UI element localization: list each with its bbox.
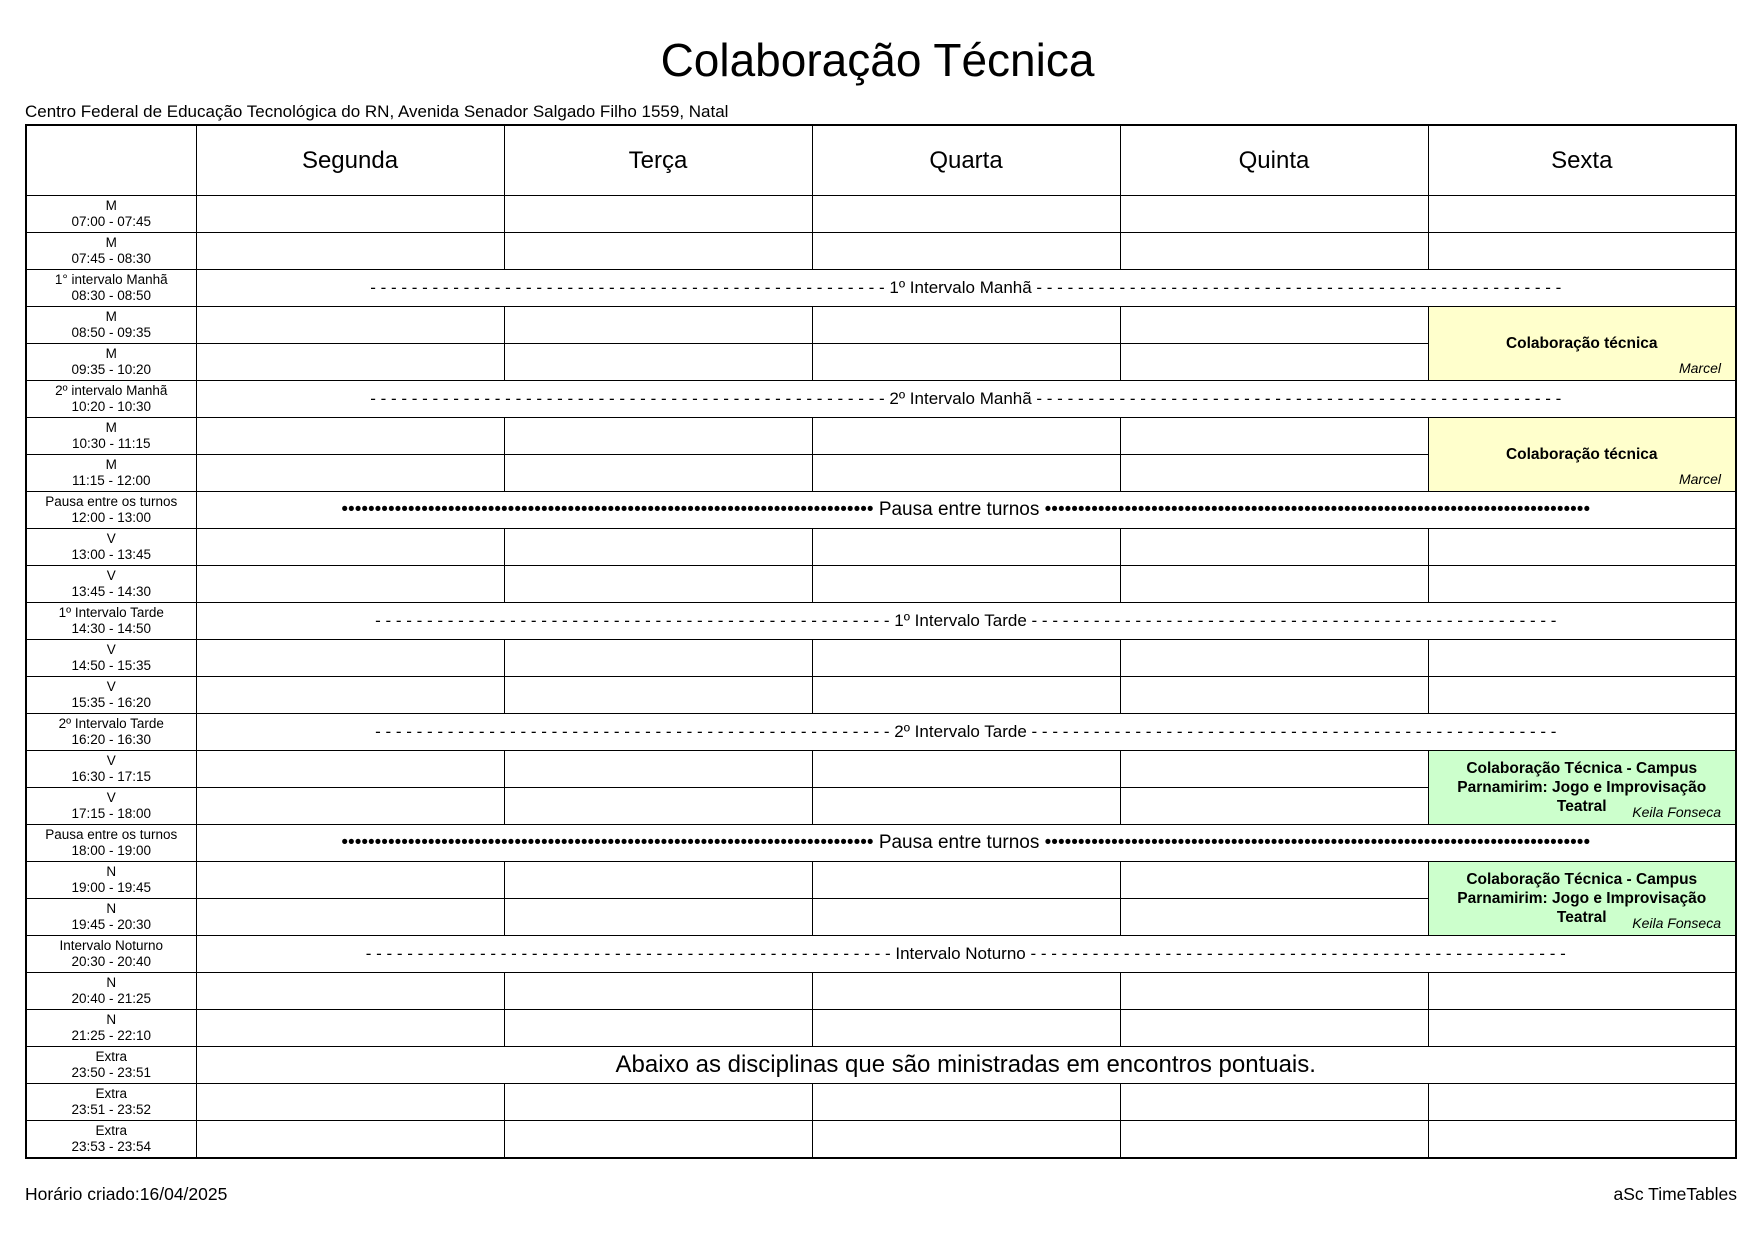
lesson-card[interactable] <box>1428 862 1736 936</box>
empty-slot <box>504 455 812 492</box>
empty-slot <box>1120 899 1428 936</box>
table-row <box>26 1084 1736 1121</box>
empty-slot <box>1120 529 1428 566</box>
table-row <box>26 973 1736 1010</box>
empty-slot <box>196 529 504 566</box>
day-header-sexta: Sexta <box>1428 125 1736 196</box>
lesson-teacher: Marcel <box>1678 360 1721 376</box>
period-label: Extra 23:53 - 23:54 <box>26 1121 196 1158</box>
period-label: N 21:25 - 22:10 <box>26 1010 196 1047</box>
empty-slot <box>1428 1010 1736 1047</box>
period-label: N 19:00 - 19:45 <box>26 862 196 899</box>
day-header-terca: Terça <box>504 125 812 196</box>
empty-slot <box>1120 973 1428 1010</box>
empty-slot <box>1428 566 1736 603</box>
empty-slot <box>1120 344 1428 381</box>
empty-slot <box>812 1010 1120 1047</box>
period-label: Intervalo Noturno 20:30 - 20:40 <box>26 936 196 973</box>
empty-slot <box>504 1010 812 1047</box>
empty-slot <box>812 1121 1120 1158</box>
empty-slot <box>196 233 504 270</box>
period-label: M 07:45 - 08:30 <box>26 233 196 270</box>
empty-slot <box>812 307 1120 344</box>
table-row <box>26 936 1736 973</box>
period-label: V 16:30 - 17:15 <box>26 751 196 788</box>
period-label: N 20:40 - 21:25 <box>26 973 196 1010</box>
empty-slot <box>504 233 812 270</box>
empty-slot <box>812 455 1120 492</box>
empty-slot <box>1120 418 1428 455</box>
empty-slot <box>1428 677 1736 714</box>
empty-slot <box>504 788 812 825</box>
period-label: V 17:15 - 18:00 <box>26 788 196 825</box>
empty-slot <box>1120 196 1428 233</box>
empty-slot <box>812 751 1120 788</box>
empty-slot <box>812 899 1120 936</box>
period-label: M 09:35 - 10:20 <box>26 344 196 381</box>
empty-slot <box>196 344 504 381</box>
period-label: Pausa entre os turnos 18:00 - 19:00 <box>26 825 196 862</box>
empty-slot <box>504 418 812 455</box>
empty-slot <box>1120 751 1428 788</box>
empty-slot <box>1120 566 1428 603</box>
period-label: V 14:50 - 15:35 <box>26 640 196 677</box>
school-address: Centro Federal de Educação Tecnológica do RN, Avenida Senador Salgado Filho 1559, Natal <box>25 102 729 121</box>
period-label: Pausa entre os turnos 12:00 - 13:00 <box>26 492 196 529</box>
table-row <box>26 1010 1736 1047</box>
empty-slot <box>196 751 504 788</box>
table-row <box>26 196 1736 233</box>
table-row <box>26 862 1736 899</box>
table-row <box>26 1121 1736 1158</box>
table-row <box>26 307 1736 344</box>
empty-slot <box>504 751 812 788</box>
empty-slot <box>1120 677 1428 714</box>
empty-slot <box>1120 1010 1428 1047</box>
empty-slot <box>196 307 504 344</box>
empty-slot <box>196 455 504 492</box>
lesson-card[interactable] <box>1428 307 1736 381</box>
empty-slot <box>1428 529 1736 566</box>
empty-slot <box>504 677 812 714</box>
empty-slot <box>504 899 812 936</box>
day-header-quinta: Quinta <box>1120 125 1428 196</box>
break-banner: - - - - - - - - - - - - - - - - - - - - - - - - - - - - - - - - - - - - - - - - - - - - - - - - - - 1º Intervalo Tarde - - - - - - - - - - - - - - - - - - - - - - - - - - - - - - - - - - - - - - - - - - - - - - - - - - - <box>196 603 1736 640</box>
period-label: M 10:30 - 11:15 <box>26 418 196 455</box>
table-row <box>26 270 1736 307</box>
table-row <box>26 566 1736 603</box>
period-label: M 08:50 - 09:35 <box>26 307 196 344</box>
period-label: 2º intervalo Manhã 10:20 - 10:30 <box>26 381 196 418</box>
empty-slot <box>1428 1121 1736 1158</box>
empty-slot <box>196 1121 504 1158</box>
lesson-subject: Colaboração Técnica - Campus Parnamirim: Jogo e Improvisação Teatral <box>1457 760 1707 815</box>
period-label: M 11:15 - 12:00 <box>26 455 196 492</box>
lesson-teacher: Keila Fonseca <box>1632 804 1721 820</box>
table-row <box>26 492 1736 529</box>
empty-slot <box>1428 1084 1736 1121</box>
table-row <box>26 381 1736 418</box>
lesson-subject: Colaboração técnica <box>1505 335 1658 352</box>
extra-note: Abaixo as disciplinas que são ministradas em encontros pontuais. <box>196 1047 1736 1084</box>
empty-slot <box>812 788 1120 825</box>
table-row <box>26 233 1736 270</box>
empty-slot <box>1428 640 1736 677</box>
lesson-teacher: Marcel <box>1678 471 1721 487</box>
period-label: N 19:45 - 20:30 <box>26 899 196 936</box>
empty-slot <box>504 1121 812 1158</box>
table-row <box>26 529 1736 566</box>
timetable <box>25 124 1737 1159</box>
lesson-card[interactable] <box>1428 418 1736 492</box>
corner-cell <box>26 125 196 196</box>
empty-slot <box>504 196 812 233</box>
empty-slot <box>812 973 1120 1010</box>
table-row <box>26 714 1736 751</box>
empty-slot <box>812 344 1120 381</box>
empty-slot <box>812 1084 1120 1121</box>
empty-slot <box>196 862 504 899</box>
empty-slot <box>812 529 1120 566</box>
empty-slot <box>1428 973 1736 1010</box>
empty-slot <box>196 973 504 1010</box>
empty-slot <box>1120 640 1428 677</box>
table-row <box>26 1047 1736 1084</box>
empty-slot <box>1120 1084 1428 1121</box>
empty-slot <box>196 640 504 677</box>
empty-slot <box>196 418 504 455</box>
table-row <box>26 751 1736 788</box>
empty-slot <box>504 529 812 566</box>
empty-slot <box>1120 1121 1428 1158</box>
day-header-segunda: Segunda <box>196 125 504 196</box>
table-row <box>26 418 1736 455</box>
lesson-subject: Colaboração técnica <box>1505 446 1658 463</box>
break-banner: - - - - - - - - - - - - - - - - - - - - - - - - - - - - - - - - - - - - - - - - - - - - - - - - - - - Intervalo Noturno - - - - - - - - - - - - - - - - - - - - - - - - - - - - - - - - - - - - - - - - - - - - - - - - - - - - <box>196 936 1736 973</box>
period-label: Extra 23:50 - 23:51 <box>26 1047 196 1084</box>
empty-slot <box>1428 233 1736 270</box>
empty-slot <box>504 640 812 677</box>
pause-banner: •••••••••••••••••••••••••••••••••••••••••••••••••••••••••••••••••••••••••••••••• Pausa entre turnos •••••••••••••••••••••••••••••••••••••••••••••••••••••••••••••••••••••••••••••••••• <box>196 492 1736 529</box>
creation-date: Horário criado:16/04/2025 <box>25 1184 228 1204</box>
software-credit: aSc TimeTables <box>1613 1184 1737 1204</box>
day-header-quarta: Quarta <box>812 125 1120 196</box>
empty-slot <box>1120 307 1428 344</box>
empty-slot <box>1428 196 1736 233</box>
empty-slot <box>812 677 1120 714</box>
period-label: V 13:45 - 14:30 <box>26 566 196 603</box>
empty-slot <box>1120 233 1428 270</box>
empty-slot <box>196 566 504 603</box>
page-title: Colaboração Técnica <box>660 34 1095 86</box>
period-label: 2º Intervalo Tarde 16:20 - 16:30 <box>26 714 196 751</box>
period-label: 1° intervalo Manhã 08:30 - 08:50 <box>26 270 196 307</box>
empty-slot <box>812 233 1120 270</box>
period-label: V 15:35 - 16:20 <box>26 677 196 714</box>
lesson-card[interactable] <box>1428 751 1736 825</box>
table-row <box>26 640 1736 677</box>
lesson-subject: Colaboração Técnica - Campus Parnamirim: Jogo e Improvisação Teatral <box>1457 871 1707 926</box>
empty-slot <box>504 307 812 344</box>
lesson-teacher: Keila Fonseca <box>1632 915 1721 931</box>
period-label: M 07:00 - 07:45 <box>26 196 196 233</box>
empty-slot <box>196 1010 504 1047</box>
empty-slot <box>196 788 504 825</box>
empty-slot <box>504 566 812 603</box>
empty-slot <box>504 862 812 899</box>
period-label: 1º Intervalo Tarde 14:30 - 14:50 <box>26 603 196 640</box>
empty-slot <box>196 899 504 936</box>
empty-slot <box>504 973 812 1010</box>
table-row <box>26 603 1736 640</box>
empty-slot <box>196 1084 504 1121</box>
empty-slot <box>504 344 812 381</box>
empty-slot <box>504 1084 812 1121</box>
empty-slot <box>1120 862 1428 899</box>
empty-slot <box>812 196 1120 233</box>
period-label: Extra 23:51 - 23:52 <box>26 1084 196 1121</box>
table-row <box>26 677 1736 714</box>
empty-slot <box>812 862 1120 899</box>
break-banner: - - - - - - - - - - - - - - - - - - - - - - - - - - - - - - - - - - - - - - - - - - - - - - - - - - 2º Intervalo Tarde - - - - - - - - - - - - - - - - - - - - - - - - - - - - - - - - - - - - - - - - - - - - - - - - - - - <box>196 714 1736 751</box>
break-banner: - - - - - - - - - - - - - - - - - - - - - - - - - - - - - - - - - - - - - - - - - - - - - - - - - - 2º Intervalo Manhã - - - - - - - - - - - - - - - - - - - - - - - - - - - - - - - - - - - - - - - - - - - - - - - - - - - <box>196 381 1736 418</box>
pause-banner: •••••••••••••••••••••••••••••••••••••••••••••••••••••••••••••••••••••••••••••••• Pausa entre turnos •••••••••••••••••••••••••••••••••••••••••••••••••••••••••••••••••••••••••••••••••• <box>196 825 1736 862</box>
empty-slot <box>812 418 1120 455</box>
empty-slot <box>196 196 504 233</box>
empty-slot <box>1120 788 1428 825</box>
empty-slot <box>196 677 504 714</box>
empty-slot <box>1120 455 1428 492</box>
empty-slot <box>812 640 1120 677</box>
break-banner: - - - - - - - - - - - - - - - - - - - - - - - - - - - - - - - - - - - - - - - - - - - - - - - - - - 1º Intervalo Manhã - - - - - - - - - - - - - - - - - - - - - - - - - - - - - - - - - - - - - - - - - - - - - - - - - - - <box>196 270 1736 307</box>
empty-slot <box>812 566 1120 603</box>
period-label: V 13:00 - 13:45 <box>26 529 196 566</box>
table-row <box>26 825 1736 862</box>
